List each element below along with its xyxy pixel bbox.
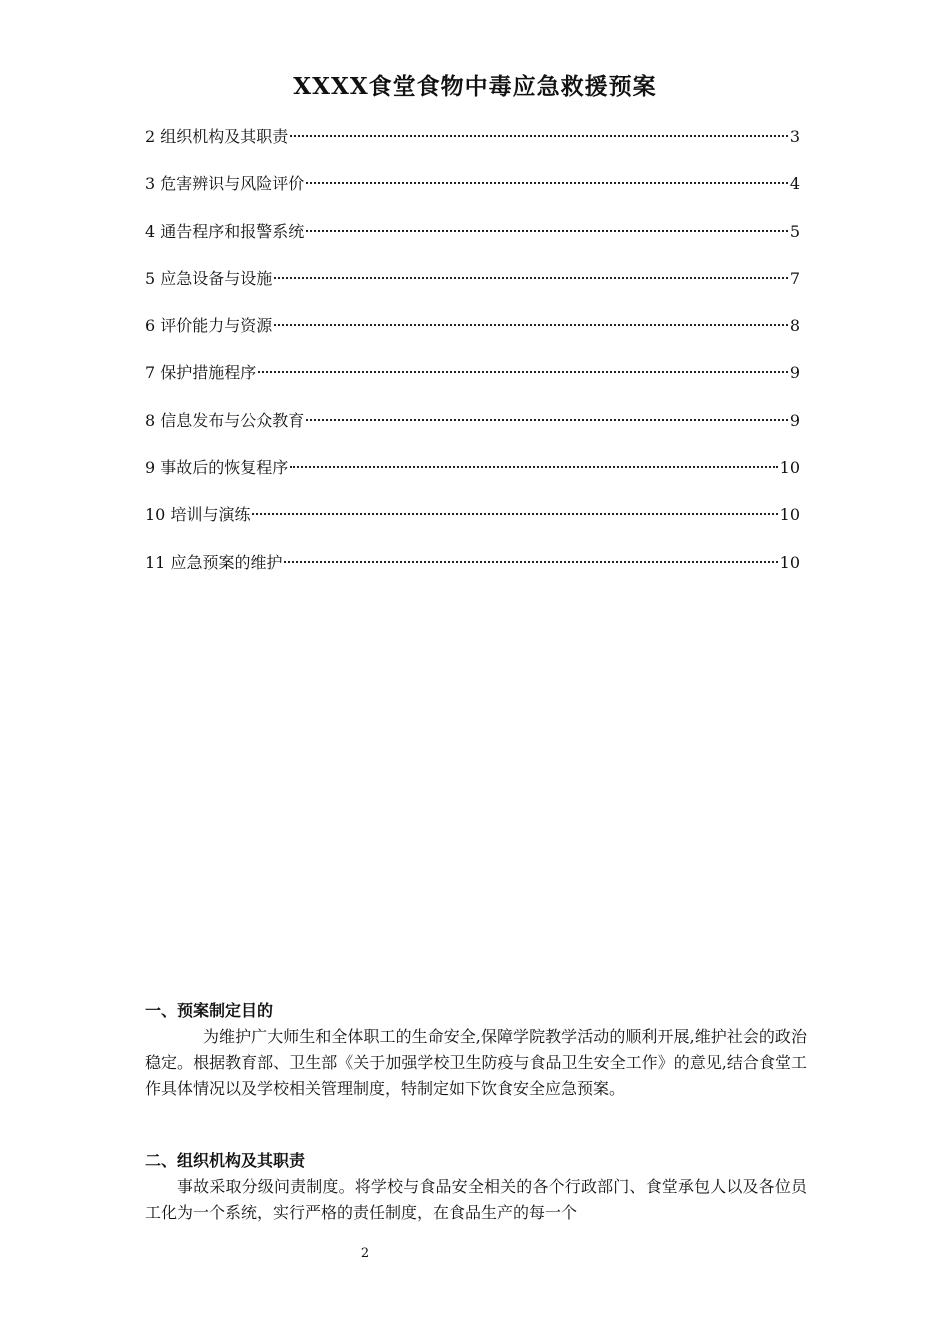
toc-dot-leader [290, 135, 788, 137]
toc-entry-label: 10 培训与演练 [145, 505, 251, 525]
toc-entry-label: 9 事故后的恢复程序 [145, 458, 289, 478]
toc-dot-leader [274, 277, 788, 279]
toc-entry [145, 549, 800, 596]
toc-dot-leader [284, 561, 777, 563]
toc-dot-leader [306, 182, 788, 184]
toc-entry-page: 5 [789, 221, 800, 241]
section-paragraph: 为维护广大师生和全体职工的生命安全,保障学院教学活动的顺利开展,维护社会的政治稳定。根据教育部、卫生部《关于加强学校卫生防疫与食品卫生安全工作》的意见,结合食堂工作具体情况以及学校相关管理制度，特制定如下饮食安全应急预案。 [145, 1027, 807, 1098]
toc-dot-leader [252, 513, 777, 515]
toc-dot-leader [290, 466, 777, 468]
toc-entry [145, 123, 800, 170]
toc-entry-page: 9 [789, 363, 800, 383]
document-title: XXXX食堂食物中毒应急救援预案 [293, 73, 657, 100]
toc-entry-page: 7 [789, 268, 800, 288]
page-number: 2 [360, 1246, 370, 1261]
toc-entry-page: 10 [779, 458, 800, 478]
toc-entry [145, 312, 800, 359]
toc-entry [145, 359, 800, 406]
toc-entry [145, 265, 800, 312]
toc-entry [145, 407, 800, 454]
toc-entry [145, 218, 800, 265]
toc-entry-label: 8 信息发布与公众教育 [145, 410, 305, 430]
toc-entry [145, 454, 800, 501]
section-heading: 二、组织机构及其职责 [145, 1151, 306, 1170]
toc-entry-label: 11 应急预案的维护 [145, 552, 283, 572]
toc-entry-label: 5 应急设备与设施 [145, 268, 273, 288]
toc-entry-page: 10 [779, 552, 800, 572]
toc-entry-page: 3 [789, 127, 800, 146]
toc-entry-label: 2 组织机构及其职责 [145, 127, 289, 146]
section-purpose [145, 997, 807, 1102]
table-of-contents [145, 123, 800, 596]
toc-entry-label: 3 危害辨识与风险评价 [145, 174, 305, 194]
toc-entry-page: 9 [789, 410, 800, 430]
toc-entry-page: 10 [779, 505, 800, 525]
toc-dot-leader [274, 324, 788, 326]
toc-entry [145, 170, 800, 217]
section-heading: 一、预案制定目的 [145, 1001, 274, 1020]
toc-entry-page: 4 [789, 174, 800, 194]
toc-dot-leader [258, 371, 788, 373]
toc-dot-leader [306, 230, 788, 232]
toc-entry-label: 4 通告程序和报警系统 [145, 221, 305, 241]
toc-entry-label: 6 评价能力与资源 [145, 316, 273, 336]
toc-dot-leader [306, 419, 788, 421]
section-paragraph: 事故采取分级问责制度。将学校与食品安全相关的各个行政部门、食堂承包人以及各位员工化为一个系统，实行严格的责任制度，在食品生产的每一个 [145, 1177, 807, 1222]
toc-entry-page: 8 [789, 316, 800, 336]
toc-entry-label: 7 保护措施程序 [145, 363, 257, 383]
section-organization [145, 1147, 807, 1226]
toc-entry [145, 501, 800, 548]
